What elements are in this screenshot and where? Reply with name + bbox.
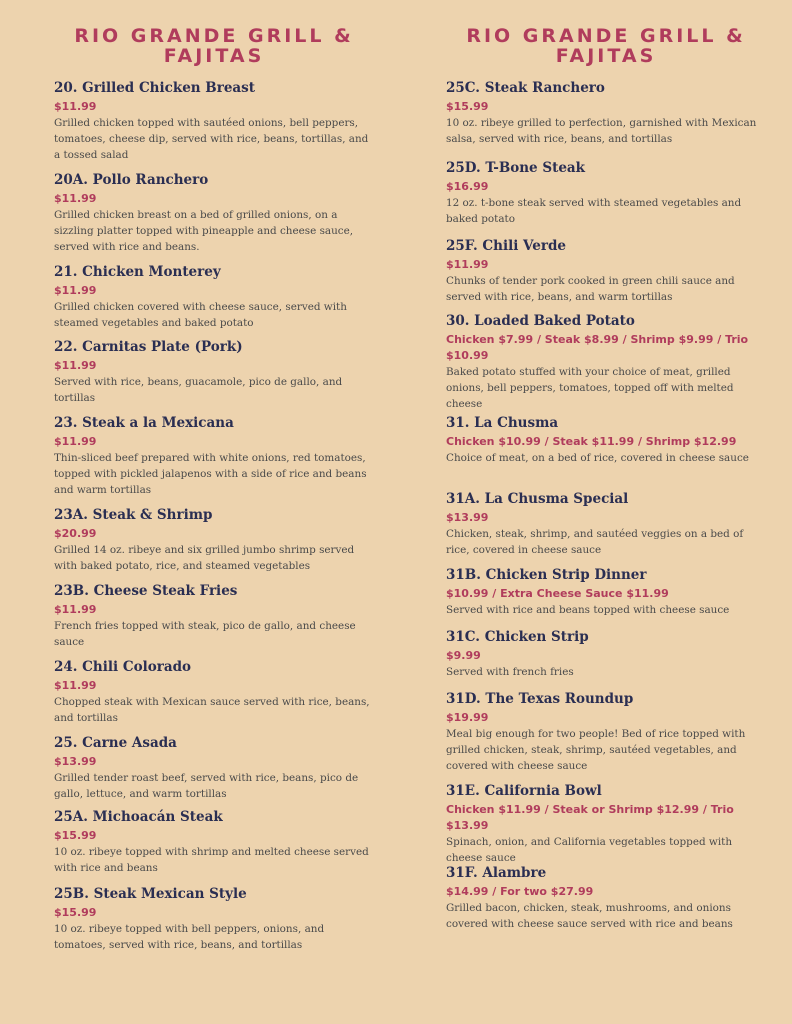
- item-description: Choice of meat, on a bed of rice, covered in cheese sauce: [446, 452, 749, 464]
- item-price: $11.99: [54, 679, 97, 692]
- menu-item: [446, 690, 766, 774]
- item-name: 20. Grilled Chicken Breast: [54, 80, 256, 96]
- item-description: 10 oz. ribeye topped with bell peppers, onions, and tomatoes, served with rice, beans, and tortillas: [54, 923, 325, 951]
- item-name: 25C. Steak Ranchero: [446, 80, 605, 96]
- item-name: 23. Steak a la Mexicana: [54, 415, 234, 431]
- menu-item: [446, 79, 766, 147]
- item-price: $13.99: [446, 511, 489, 524]
- item-name: 25F. Chili Verde: [446, 238, 567, 254]
- item-name: 25D. T-Bone Steak: [446, 160, 586, 176]
- item-name: 23A. Steak & Shrimp: [54, 507, 213, 523]
- item-name: 20A. Pollo Ranchero: [54, 172, 209, 188]
- menu-item: [54, 414, 374, 498]
- menu-item: [54, 885, 374, 953]
- menu-item: [446, 312, 766, 412]
- item-name: 23B. Cheese Steak Fries: [54, 583, 238, 599]
- menu-item: [446, 628, 766, 680]
- item-price: $16.99: [446, 180, 489, 193]
- menu-item: [54, 79, 374, 163]
- item-description: Served with french fries: [446, 666, 574, 678]
- item-price: $11.99: [54, 359, 97, 372]
- menu-item: [54, 734, 374, 802]
- item-description: Chicken, steak, shrimp, and sautéed veggies on a bed of rice, covered in cheese sauce: [446, 528, 744, 556]
- menu-item: [446, 414, 766, 466]
- item-name: 31C. Chicken Strip: [446, 629, 589, 645]
- item-price: $11.99: [54, 192, 97, 205]
- item-name: 31D. The Texas Roundup: [446, 691, 634, 707]
- item-description: 10 oz. ribeye grilled to perfection, garnished with Mexican salsa, served with rice, beans, and tortillas: [446, 117, 757, 145]
- menu-item: [54, 338, 374, 406]
- item-name: 25B. Steak Mexican Style: [54, 886, 247, 902]
- menu-item: [446, 237, 766, 305]
- item-price: $14.99 / For two $27.99: [446, 885, 594, 898]
- item-name: 21. Chicken Monterey: [54, 264, 221, 280]
- item-price: $11.99: [54, 100, 97, 113]
- menu-item: [446, 490, 766, 558]
- item-price: $11.99: [54, 435, 97, 448]
- menu-title: RIO GRANDE GRILL & FAJITAS: [466, 25, 746, 67]
- menu-item: [54, 808, 374, 876]
- item-name: 31F. Alambre: [446, 865, 547, 881]
- item-price: $15.99: [54, 829, 97, 842]
- item-description: Grilled chicken breast on a bed of grilled onions, on a sizzling platter topped with pineapple and cheese sauce, served with rice and beans.: [54, 209, 354, 253]
- item-description: 10 oz. ribeye topped with shrimp and melted cheese served with rice and beans: [54, 846, 369, 874]
- item-price: $13.99: [54, 755, 97, 768]
- menu-item: [446, 566, 766, 618]
- right-column: [446, 0, 766, 930]
- menu-item: [446, 782, 766, 866]
- item-price: $20.99: [54, 527, 97, 540]
- item-price: $10.99 / Extra Cheese Sauce $11.99: [446, 587, 669, 600]
- item-name: 31B. Chicken Strip Dinner: [446, 567, 647, 583]
- item-description: Grilled 14 oz. ribeye and six grilled jumbo shrimp served with baked potato, rice, and steamed vegetables: [54, 544, 355, 572]
- item-description: Chunks of tender pork cooked in green chili sauce and served with rice, beans, and warm tortillas: [446, 275, 735, 303]
- item-price: $9.99: [446, 649, 481, 662]
- item-price: Chicken $11.99 / Steak or Shrimp $12.99 / Trio $13.99: [446, 803, 734, 832]
- item-name: 30. Loaded Baked Potato: [446, 313, 635, 329]
- menu-title: RIO GRANDE GRILL & FAJITAS: [74, 25, 354, 67]
- menu-item: [54, 171, 374, 255]
- item-name: 31. La Chusma: [446, 415, 559, 431]
- menu-item: [54, 263, 374, 331]
- item-name: 31E. California Bowl: [446, 783, 602, 799]
- item-name: 25. Carne Asada: [54, 735, 177, 751]
- menu-item: [54, 658, 374, 726]
- item-price: $15.99: [446, 100, 489, 113]
- item-description: 12 oz. t-bone steak served with steamed vegetables and baked potato: [446, 197, 742, 225]
- menu-item: [54, 582, 374, 650]
- item-price: Chicken $10.99 / Steak $11.99 / Shrimp $12.99: [446, 435, 737, 448]
- item-name: 22. Carnitas Plate (Pork): [54, 339, 243, 355]
- item-description: Spinach, onion, and California vegetables topped with cheese sauce: [446, 836, 733, 864]
- item-name: 24. Chili Colorado: [54, 659, 192, 675]
- item-description: Grilled chicken covered with cheese sauce, served with steamed vegetables and baked potato: [54, 301, 347, 329]
- item-description: Grilled chicken topped with sautéed onions, bell peppers, tomatoes, cheese dip, served with rice, beans, tortillas, and a tossed salad: [54, 117, 369, 161]
- item-price: $11.99: [54, 603, 97, 616]
- item-name: 31A. La Chusma Special: [446, 491, 629, 507]
- menu-item: [446, 864, 766, 932]
- item-price: $19.99: [446, 711, 489, 724]
- menu-item: [54, 506, 374, 574]
- item-price: $11.99: [54, 284, 97, 297]
- item-name: 25A. Michoacán Steak: [54, 809, 223, 825]
- item-description: Grilled bacon, chicken, steak, mushrooms, and onions covered with cheese sauce served with rice and beans: [446, 902, 733, 930]
- item-description: Chopped steak with Mexican sauce served with rice, beans, and tortillas: [54, 696, 370, 724]
- item-description: Grilled tender roast beef, served with rice, beans, pico de gallo, lettuce, and warm tortillas: [54, 772, 359, 800]
- item-description: Meal big enough for two people! Bed of rice topped with grilled chicken, steak, shrimp, sautéed vegetables, and covered with cheese sauce: [446, 728, 746, 772]
- item-price: $15.99: [54, 906, 97, 919]
- left-column: [54, 0, 374, 951]
- item-price: $11.99: [446, 258, 489, 271]
- item-description: Thin-sliced beef prepared with white onions, red tomatoes, topped with pickled jalapenos with a side of rice and beans and warm tortillas: [54, 452, 367, 496]
- item-description: French fries topped with steak, pico de gallo, and cheese sauce: [54, 620, 356, 648]
- item-description: Served with rice, beans, guacamole, pico de gallo, and tortillas: [54, 376, 343, 404]
- item-description: Baked potato stuffed with your choice of meat, grilled onions, bell peppers, tomatoes, topped off with melted cheese: [446, 366, 734, 410]
- menu-item: [446, 159, 766, 227]
- item-price: Chicken $7.99 / Steak $8.99 / Shrimp $9.99 / Trio $10.99: [446, 333, 749, 362]
- item-description: Served with rice and beans topped with cheese sauce: [446, 604, 730, 616]
